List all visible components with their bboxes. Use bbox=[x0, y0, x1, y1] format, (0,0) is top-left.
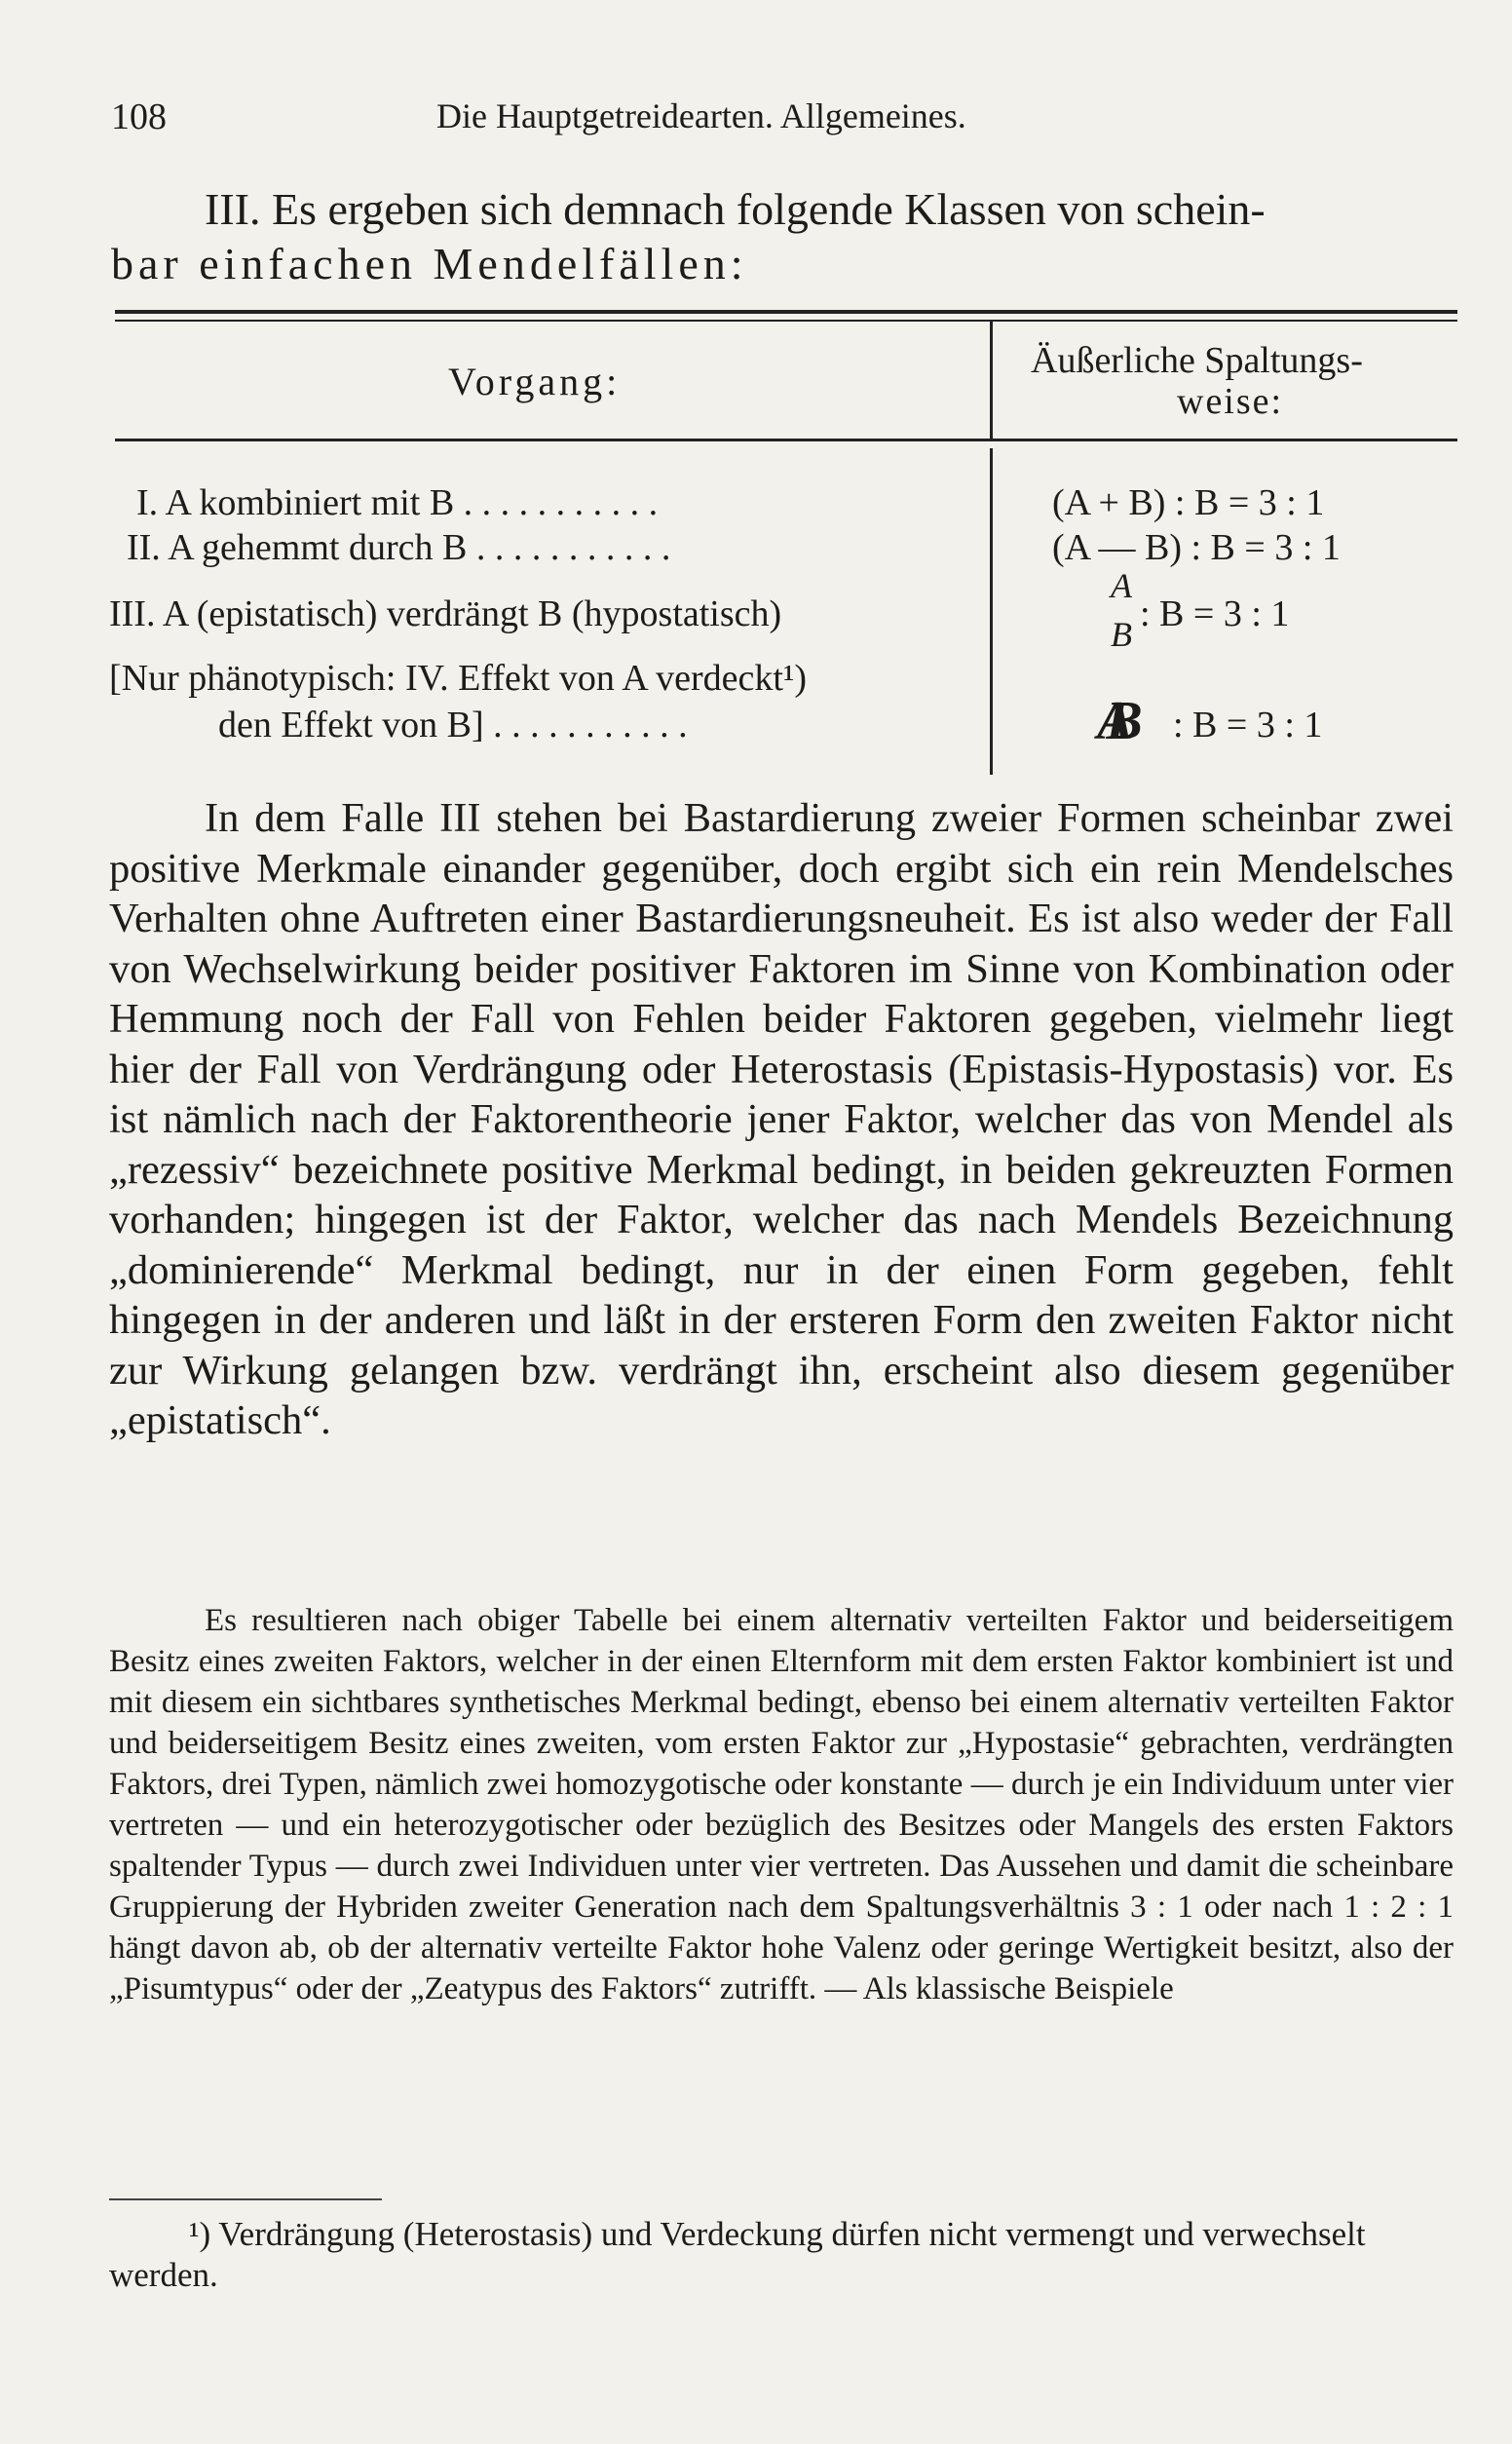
page-number: 108 bbox=[111, 96, 167, 137]
body-paragraph-2 bbox=[109, 1600, 1454, 2009]
footnote-rule bbox=[109, 2198, 382, 2200]
table-row-2-ratio: (A — B) : B = 3 : 1 bbox=[1052, 527, 1341, 568]
running-title: Die Hauptgetreidearten. Allgemeines. bbox=[436, 96, 966, 135]
table-column-divider bbox=[990, 448, 993, 775]
table-row-4-process-line-1: [Nur phänotypisch: IV. Effekt von A verdeckt¹) bbox=[109, 658, 808, 699]
table-row-1-process: I. A kombiniert mit B . . . . . . . . . . . bbox=[136, 482, 659, 523]
table-header-spaltungsweise-2: weise: bbox=[1177, 381, 1284, 422]
table-header-vorgang: Vorgang: bbox=[448, 360, 622, 403]
body-paragraph-2-text: Es resultieren nach obiger Tabelle bei einem alternativ verteilten Faktor und beiderseitigem Besitz eines zweiten Faktors, welcher in der einen Elternform mit dem ersten Faktor kombiniert ist und mit diesem ein sichtbares synthetisches Merkmal bedingt, ebenso bei einem alternativ verteilten Faktor und beiderseitigem Besitz eines zweiten, vom ersten Faktor zur „Hypostasie“ gebrachten, verdrängten Faktors, drei Typen, nämlich zwei homozygotische oder konstante — durch je ein Individuum unter vier vertreten — und ein heterozygotischer oder bezüglich des Besitzes oder Mangels des ersten Faktors spaltender Typus — durch zwei Individuen unter vier vertreten. Das Aussehen und damit die scheinbare Gruppierung der Hybriden zweiter Generation nach dem Spaltungsverhältnis 3 : 1 oder nach 1 : 2 : 1 hängt davon ab, ob der alternativ verteilte Faktor hohe Valenz oder geringe Wertigkeit besitzt, also der „Pisumtypus“ oder der „Zeatypus des Faktors“ zutrifft. — Als klassische Beispiele bbox=[109, 1603, 1454, 2006]
table-caption-line-1: III. Es ergeben sich demnach folgende Klassen von schein- bbox=[205, 184, 1266, 234]
table-header-rule bbox=[115, 439, 1457, 441]
body-paragraph-1 bbox=[109, 793, 1454, 1446]
table-top-rule-thin bbox=[115, 320, 1457, 322]
table-row-3-process: III. A (epistatisch) verdrängt B (hypostatisch) bbox=[109, 593, 782, 634]
table-caption-line-2: bar einfachen Mendelfällen: bbox=[111, 239, 748, 288]
table-row-3-fraction-num: A bbox=[1111, 566, 1132, 605]
table-row-2-process: II. A gehemmt durch B . . . . . . . . . . . bbox=[127, 527, 671, 568]
body-paragraph-1-text: In dem Falle III stehen bei Bastardierung zweier Formen scheinbar zwei positive Merkmale einander gegenüber, doch ergibt sich ein rein Mendelsches Verhalten ohne Auftreten einer Bastardierungsneuheit. Es ist also weder der Fall von Wechselwirkung beider positiver Faktoren im Sinne von Kombination oder Hemmung noch der Fall von Fehlen beider Faktoren gegeben, vielmehr liegt hier der Fall von Verdrängung oder Heterostasis (Epistasis-Hypostasis) vor. Es ist nämlich nach der Faktorentheorie jener Faktor, welcher das von Mendel als „rezessiv“ bezeichnete positive Merkmal bedingt, in beiden gekreuzten Formen vorhanden; hingegen ist der Faktor, welcher das nach Mendels Bezeichnung „dominierende“ Merkmal bedingt, nur in der einen Form gegeben, fehlt hingegen in der anderen und läßt in der ersteren Form den zweiten Faktor nicht zur Wirkung gelangen bzw. verdrängt ihn, erscheint also diesem gegenüber „epistatisch“. bbox=[109, 795, 1454, 1443]
table-row-3-fraction-den: B bbox=[1111, 615, 1132, 654]
table-row-3-ratio: : B = 3 : 1 bbox=[1140, 593, 1290, 634]
table-row-4-overlay-glyph: AB bbox=[1097, 691, 1115, 751]
table-row-4-ratio: : B = 3 : 1 bbox=[1173, 705, 1323, 745]
table-header-divider bbox=[990, 322, 993, 439]
table-row-4-process-line-2: den Effekt von B] . . . . . . . . . . . bbox=[218, 705, 688, 745]
table-row-1-ratio: (A + B) : B = 3 : 1 bbox=[1052, 482, 1325, 523]
table-header-spaltungsweise-1: Äußerliche Spaltungs- bbox=[1031, 340, 1363, 381]
table-top-rule bbox=[115, 310, 1457, 314]
footnote: ¹) Verdrängung (Heterostasis) und Verdeckung dürfen nicht vermengt und verwechselt werden. bbox=[109, 2215, 1366, 2294]
